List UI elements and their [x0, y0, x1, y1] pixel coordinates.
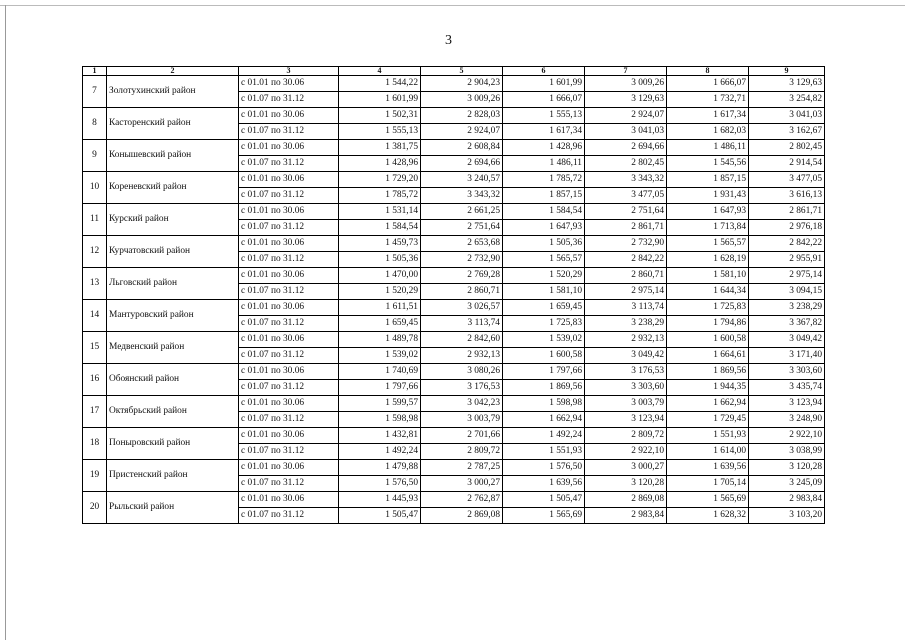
value-cell-col-8: 1 639,56: [667, 460, 749, 476]
value-cell-col-7: 2 983,84: [585, 508, 667, 524]
value-cell-col-6: 1 584,54: [503, 204, 585, 220]
value-cell-col-9: 3 049,42: [749, 332, 825, 348]
value-cell-col-4: 1 544,22: [339, 76, 421, 92]
value-cell-col-4: 1 505,36: [339, 252, 421, 268]
value-cell-col-6: 1 520,29: [503, 268, 585, 284]
value-cell-col-4: 1 505,47: [339, 508, 421, 524]
value-cell-col-5: 2 787,25: [421, 460, 503, 476]
value-cell-col-9: 3 248,90: [749, 412, 825, 428]
value-cell-col-6: 1 565,57: [503, 252, 585, 268]
value-cell-col-6: 1 785,72: [503, 172, 585, 188]
value-cell-col-8: 1 600,58: [667, 332, 749, 348]
value-cell-col-9: 3 367,82: [749, 316, 825, 332]
value-cell-col-4: 1 555,13: [339, 124, 421, 140]
table-header: [83, 67, 825, 76]
value-cell-col-9: 2 922,10: [749, 428, 825, 444]
value-cell-col-5: 2 701,66: [421, 428, 503, 444]
value-cell-col-6: 1 539,02: [503, 332, 585, 348]
table-row: [83, 364, 825, 380]
value-cell-col-5: 3 080,26: [421, 364, 503, 380]
value-cell-col-7: 2 922,10: [585, 444, 667, 460]
district-name: Курчатовский район: [107, 236, 239, 268]
column-header-7: 7: [585, 67, 667, 76]
period-cell: с 01.01 по 30.06: [239, 300, 339, 316]
value-cell-col-5: 3 026,57: [421, 300, 503, 316]
value-cell-col-6: 1 869,56: [503, 380, 585, 396]
value-cell-col-9: 3 303,60: [749, 364, 825, 380]
value-cell-col-4: 1 502,31: [339, 108, 421, 124]
district-number: 10: [83, 172, 107, 204]
value-cell-col-4: 1 445,93: [339, 492, 421, 508]
value-cell-col-6: 1 428,96: [503, 140, 585, 156]
district-number: 16: [83, 364, 107, 396]
period-cell: с 01.07 по 31.12: [239, 476, 339, 492]
table-row: [83, 172, 825, 188]
value-cell-col-7: 3 129,63: [585, 92, 667, 108]
value-cell-col-4: 1 459,73: [339, 236, 421, 252]
value-cell-col-7: 2 751,64: [585, 204, 667, 220]
period-cell: с 01.07 по 31.12: [239, 124, 339, 140]
value-cell-col-8: 1 713,84: [667, 220, 749, 236]
value-cell-col-8: 1 617,34: [667, 108, 749, 124]
value-cell-col-6: 1 617,34: [503, 124, 585, 140]
period-cell: с 01.01 по 30.06: [239, 332, 339, 348]
value-cell-col-4: 1 611,51: [339, 300, 421, 316]
value-cell-col-8: 1 628,32: [667, 508, 749, 524]
period-cell: с 01.01 по 30.06: [239, 396, 339, 412]
value-cell-col-8: 1 869,56: [667, 364, 749, 380]
value-cell-col-5: 3 009,26: [421, 92, 503, 108]
value-cell-col-6: 1 797,66: [503, 364, 585, 380]
value-cell-col-5: 2 842,60: [421, 332, 503, 348]
value-cell-col-5: 3 343,32: [421, 188, 503, 204]
value-cell-col-5: 2 828,03: [421, 108, 503, 124]
column-header-1: 1: [83, 67, 107, 76]
period-cell: с 01.07 по 31.12: [239, 316, 339, 332]
value-cell-col-8: 1 732,71: [667, 92, 749, 108]
value-cell-col-4: 1 492,24: [339, 444, 421, 460]
value-cell-col-4: 1 659,45: [339, 316, 421, 332]
value-cell-col-8: 1 666,07: [667, 76, 749, 92]
value-cell-col-7: 2 842,22: [585, 252, 667, 268]
value-cell-col-8: 1 644,34: [667, 284, 749, 300]
value-cell-col-4: 1 470,00: [339, 268, 421, 284]
period-cell: с 01.07 по 31.12: [239, 92, 339, 108]
value-cell-col-5: 2 860,71: [421, 284, 503, 300]
district-name: Курский район: [107, 204, 239, 236]
value-cell-col-6: 1 486,11: [503, 156, 585, 172]
period-cell: с 01.07 по 31.12: [239, 284, 339, 300]
value-cell-col-7: 3 343,32: [585, 172, 667, 188]
value-cell-col-5: 3 113,74: [421, 316, 503, 332]
value-cell-col-5: 2 653,68: [421, 236, 503, 252]
value-cell-col-7: 3 041,03: [585, 124, 667, 140]
value-cell-col-5: 2 694,66: [421, 156, 503, 172]
district-number: 18: [83, 428, 107, 460]
value-cell-col-5: 2 869,08: [421, 508, 503, 524]
value-cell-col-7: 3 123,94: [585, 412, 667, 428]
value-cell-col-9: 3 103,20: [749, 508, 825, 524]
value-cell-col-9: 3 123,94: [749, 396, 825, 412]
period-cell: с 01.01 по 30.06: [239, 236, 339, 252]
value-cell-col-4: 1 432,81: [339, 428, 421, 444]
table-row: [83, 268, 825, 284]
district-number: 20: [83, 492, 107, 524]
district-name: Льговский район: [107, 268, 239, 300]
value-cell-col-4: 1 531,14: [339, 204, 421, 220]
district-name: Обоянский район: [107, 364, 239, 396]
value-cell-col-4: 1 479,88: [339, 460, 421, 476]
value-cell-col-5: 2 762,87: [421, 492, 503, 508]
header-row: [83, 67, 825, 76]
value-cell-col-4: 1 740,69: [339, 364, 421, 380]
value-cell-col-6: 1 639,56: [503, 476, 585, 492]
value-cell-col-9: 2 983,84: [749, 492, 825, 508]
value-cell-col-6: 1 857,15: [503, 188, 585, 204]
district-name: Конышевский район: [107, 140, 239, 172]
district-name: Мантуровский район: [107, 300, 239, 332]
value-cell-col-8: 1 705,14: [667, 476, 749, 492]
value-cell-col-4: 1 584,54: [339, 220, 421, 236]
value-cell-col-7: 3 000,27: [585, 460, 667, 476]
district-number: 17: [83, 396, 107, 428]
value-cell-col-7: 2 802,45: [585, 156, 667, 172]
value-cell-col-8: 1 486,11: [667, 140, 749, 156]
value-cell-col-5: 2 924,07: [421, 124, 503, 140]
value-cell-col-8: 1 565,57: [667, 236, 749, 252]
value-cell-col-7: 2 860,71: [585, 268, 667, 284]
column-header-9: 9: [749, 67, 825, 76]
value-cell-col-5: 3 042,23: [421, 396, 503, 412]
value-cell-col-9: 3 435,74: [749, 380, 825, 396]
value-cell-col-7: 3 049,42: [585, 348, 667, 364]
value-cell-col-9: 2 955,91: [749, 252, 825, 268]
value-cell-col-4: 1 539,02: [339, 348, 421, 364]
period-cell: с 01.01 по 30.06: [239, 268, 339, 284]
value-cell-col-8: 1 664,61: [667, 348, 749, 364]
value-cell-col-9: 3 038,99: [749, 444, 825, 460]
column-header-3: 3: [239, 67, 339, 76]
value-cell-col-5: 2 904,23: [421, 76, 503, 92]
period-cell: с 01.07 по 31.12: [239, 508, 339, 524]
value-cell-col-5: 3 000,27: [421, 476, 503, 492]
value-cell-col-6: 1 576,50: [503, 460, 585, 476]
value-cell-col-8: 1 729,45: [667, 412, 749, 428]
district-name: Золотухинский район: [107, 76, 239, 108]
district-number: 19: [83, 460, 107, 492]
column-header-2: 2: [107, 67, 239, 76]
district-number: 7: [83, 76, 107, 108]
period-cell: с 01.07 по 31.12: [239, 220, 339, 236]
period-cell: с 01.01 по 30.06: [239, 172, 339, 188]
value-cell-col-5: 2 769,28: [421, 268, 503, 284]
value-cell-col-5: 3 240,57: [421, 172, 503, 188]
district-name: Поныровский район: [107, 428, 239, 460]
table-row: [83, 140, 825, 156]
value-cell-col-9: 3 477,05: [749, 172, 825, 188]
value-cell-col-8: 1 931,43: [667, 188, 749, 204]
district-name: Кореневский район: [107, 172, 239, 204]
value-cell-col-6: 1 505,47: [503, 492, 585, 508]
period-cell: с 01.01 по 30.06: [239, 428, 339, 444]
value-cell-col-8: 1 551,93: [667, 428, 749, 444]
value-cell-col-6: 1 647,93: [503, 220, 585, 236]
column-header-5: 5: [421, 67, 503, 76]
value-cell-col-5: 3 003,79: [421, 412, 503, 428]
value-cell-col-5: 2 732,90: [421, 252, 503, 268]
value-cell-col-4: 1 576,50: [339, 476, 421, 492]
value-cell-col-6: 1 492,24: [503, 428, 585, 444]
value-cell-col-9: 3 616,13: [749, 188, 825, 204]
table-body: [83, 76, 825, 524]
table-row: [83, 108, 825, 124]
value-cell-col-8: 1 565,69: [667, 492, 749, 508]
value-cell-col-6: 1 600,58: [503, 348, 585, 364]
period-cell: с 01.07 по 31.12: [239, 348, 339, 364]
column-header-4: 4: [339, 67, 421, 76]
value-cell-col-8: 1 725,83: [667, 300, 749, 316]
column-header-8: 8: [667, 67, 749, 76]
period-cell: с 01.01 по 30.06: [239, 76, 339, 92]
district-number: 9: [83, 140, 107, 172]
table-row: [83, 332, 825, 348]
page-number: 3: [445, 33, 452, 48]
value-cell-col-7: 2 809,72: [585, 428, 667, 444]
value-cell-col-6: 1 725,83: [503, 316, 585, 332]
period-cell: с 01.01 по 30.06: [239, 364, 339, 380]
value-cell-col-9: 3 129,63: [749, 76, 825, 92]
value-cell-col-7: 3 176,53: [585, 364, 667, 380]
value-cell-col-7: 2 732,90: [585, 236, 667, 252]
district-name: Рыльский район: [107, 492, 239, 524]
value-cell-col-9: 3 094,15: [749, 284, 825, 300]
value-cell-col-4: 1 381,75: [339, 140, 421, 156]
table-row: [83, 460, 825, 476]
period-cell: с 01.01 по 30.06: [239, 204, 339, 220]
value-cell-col-8: 1 647,93: [667, 204, 749, 220]
period-cell: с 01.07 по 31.12: [239, 380, 339, 396]
column-header-6: 6: [503, 67, 585, 76]
value-cell-col-7: 3 477,05: [585, 188, 667, 204]
value-cell-col-4: 1 520,29: [339, 284, 421, 300]
district-number: 11: [83, 204, 107, 236]
value-cell-col-9: 3 254,82: [749, 92, 825, 108]
district-number: 14: [83, 300, 107, 332]
period-cell: с 01.01 по 30.06: [239, 140, 339, 156]
value-cell-col-6: 1 581,10: [503, 284, 585, 300]
value-cell-col-9: 3 041,03: [749, 108, 825, 124]
value-cell-col-4: 1 797,66: [339, 380, 421, 396]
value-cell-col-9: 3 162,67: [749, 124, 825, 140]
value-cell-col-7: 2 975,14: [585, 284, 667, 300]
value-cell-col-4: 1 785,72: [339, 188, 421, 204]
table-row: [83, 428, 825, 444]
table-row: [83, 492, 825, 508]
value-cell-col-9: 2 842,22: [749, 236, 825, 252]
value-cell-col-5: 2 932,13: [421, 348, 503, 364]
value-cell-col-7: 3 238,29: [585, 316, 667, 332]
value-cell-col-6: 1 555,13: [503, 108, 585, 124]
value-cell-col-6: 1 598,98: [503, 396, 585, 412]
value-cell-col-7: 2 869,08: [585, 492, 667, 508]
value-cell-col-6: 1 551,93: [503, 444, 585, 460]
table-row: [83, 204, 825, 220]
value-cell-col-8: 1 662,94: [667, 396, 749, 412]
value-cell-col-7: 2 694,66: [585, 140, 667, 156]
district-name: Октябрьский район: [107, 396, 239, 428]
period-cell: с 01.07 по 31.12: [239, 412, 339, 428]
table-row: [83, 76, 825, 92]
value-cell-col-7: 2 932,13: [585, 332, 667, 348]
district-name: Касторенский район: [107, 108, 239, 140]
value-cell-col-8: 1 944,35: [667, 380, 749, 396]
district-number: 12: [83, 236, 107, 268]
tariff-table: [82, 66, 825, 524]
value-cell-col-8: 1 628,19: [667, 252, 749, 268]
value-cell-col-7: 3 113,74: [585, 300, 667, 316]
value-cell-col-9: 3 238,29: [749, 300, 825, 316]
value-cell-col-6: 1 601,99: [503, 76, 585, 92]
table-row: [83, 396, 825, 412]
period-cell: с 01.07 по 31.12: [239, 252, 339, 268]
value-cell-col-4: 1 428,96: [339, 156, 421, 172]
value-cell-col-5: 3 176,53: [421, 380, 503, 396]
district-number: 13: [83, 268, 107, 300]
value-cell-col-8: 1 794,86: [667, 316, 749, 332]
value-cell-col-8: 1 545,56: [667, 156, 749, 172]
value-cell-col-8: 1 614,00: [667, 444, 749, 460]
value-cell-col-6: 1 659,45: [503, 300, 585, 316]
value-cell-col-7: 3 003,79: [585, 396, 667, 412]
period-cell: с 01.07 по 31.12: [239, 188, 339, 204]
value-cell-col-4: 1 601,99: [339, 92, 421, 108]
value-cell-col-5: 2 751,64: [421, 220, 503, 236]
district-name: Пристенский район: [107, 460, 239, 492]
table-row: [83, 300, 825, 316]
district-number: 8: [83, 108, 107, 140]
period-cell: с 01.07 по 31.12: [239, 156, 339, 172]
value-cell-col-8: 1 581,10: [667, 268, 749, 284]
value-cell-col-6: 1 505,36: [503, 236, 585, 252]
value-cell-col-7: 3 009,26: [585, 76, 667, 92]
value-cell-col-6: 1 565,69: [503, 508, 585, 524]
value-cell-col-9: 2 802,45: [749, 140, 825, 156]
value-cell-col-6: 1 666,07: [503, 92, 585, 108]
page-top-border: [0, 5, 905, 6]
district-number: 15: [83, 332, 107, 364]
table-row: [83, 236, 825, 252]
value-cell-col-9: 2 861,71: [749, 204, 825, 220]
value-cell-col-4: 1 489,78: [339, 332, 421, 348]
value-cell-col-4: 1 599,57: [339, 396, 421, 412]
value-cell-col-8: 1 682,03: [667, 124, 749, 140]
value-cell-col-5: 2 661,25: [421, 204, 503, 220]
value-cell-col-5: 2 809,72: [421, 444, 503, 460]
value-cell-col-9: 3 171,40: [749, 348, 825, 364]
value-cell-col-9: 3 245,09: [749, 476, 825, 492]
value-cell-col-9: 2 975,14: [749, 268, 825, 284]
value-cell-col-7: 3 303,60: [585, 380, 667, 396]
value-cell-col-7: 3 120,28: [585, 476, 667, 492]
value-cell-col-6: 1 662,94: [503, 412, 585, 428]
period-cell: с 01.07 по 31.12: [239, 444, 339, 460]
value-cell-col-4: 1 598,98: [339, 412, 421, 428]
page-left-border: [5, 5, 6, 640]
value-cell-col-9: 2 914,54: [749, 156, 825, 172]
value-cell-col-5: 2 608,84: [421, 140, 503, 156]
period-cell: с 01.01 по 30.06: [239, 492, 339, 508]
value-cell-col-8: 1 857,15: [667, 172, 749, 188]
value-cell-col-9: 2 976,18: [749, 220, 825, 236]
period-cell: с 01.01 по 30.06: [239, 460, 339, 476]
value-cell-col-9: 3 120,28: [749, 460, 825, 476]
value-cell-col-7: 2 924,07: [585, 108, 667, 124]
value-cell-col-4: 1 729,20: [339, 172, 421, 188]
district-name: Медвенский район: [107, 332, 239, 364]
value-cell-col-7: 2 861,71: [585, 220, 667, 236]
period-cell: с 01.01 по 30.06: [239, 108, 339, 124]
